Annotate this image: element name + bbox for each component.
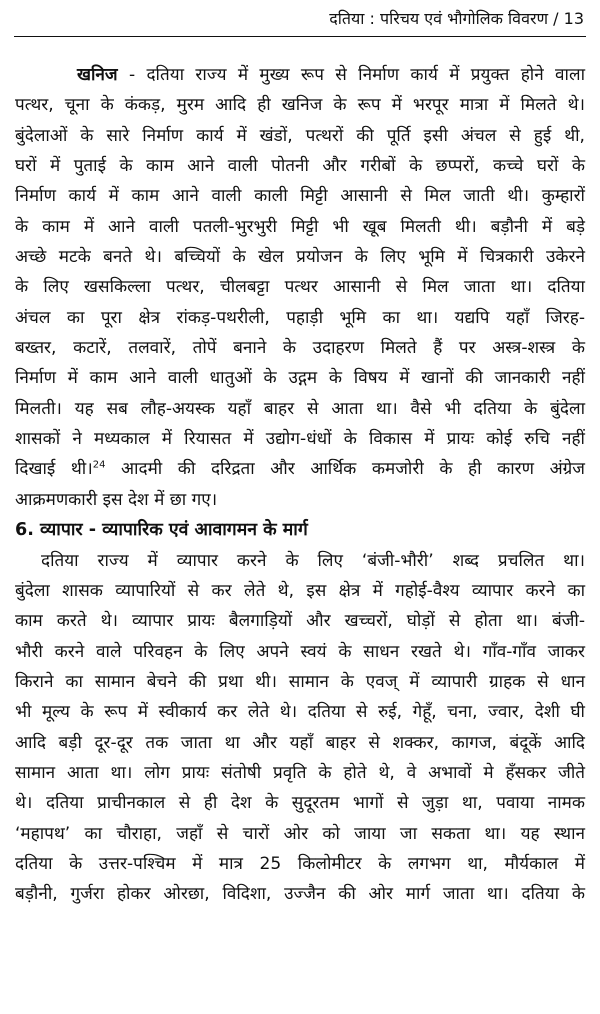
paragraph-line: शासकों ने मध्यकाल में रियासत में उद्योग-धंधों के विकास में प्रायः कोई रुचि नहीं [15, 429, 585, 450]
paragraph-line: आदि बड़ी दूर-दूर तक जाता था और यहाँ बाहर से शक्कर, कागज, बंदूकें आदि [15, 732, 585, 753]
paragraph-text: दिखाई थी। [15, 459, 93, 480]
footnote-reference: 24 [92, 459, 106, 471]
paragraph-line: भौरी करने वाले परिवहन के लिए अपने स्वयं के साधन रखते थे। गाँव-गाँव जाकर [15, 641, 585, 662]
paragraph-line: किराने का सामान बेचने की प्रथा थी। सामान के एवज् में व्यापारी ग्राहक से धान [15, 671, 585, 692]
header-rule [14, 36, 586, 37]
paragraph-line: के काम में आने वाली पतली-भुरभुरी मिट्टी भी खूब मिलती थी। बड़ौनी में बड़े [15, 216, 585, 237]
paragraph-text: - दतिया राज्य में मुख्य रूप से निर्माण कार्य में प्रयुक्त होने वाला [117, 65, 585, 85]
section-heading: 6. व्यापार - व्यापारिक एवं आवागमन के मार्ग [15, 520, 308, 541]
paragraph-line: घरों में पुताई के काम आने वाली पोतनी और गरीबों के छप्परों, कच्चे घरों के [15, 156, 585, 177]
paragraph-line: दतिया राज्य में व्यापार करने के लिए ‘बंजी-भौरी’ शब्द प्रचलित था। [41, 550, 585, 571]
paragraph-line: अंचल का पूरा क्षेत्र रांकड़-पथरीली, पहाड़ी भूमि का था। यद्यपि यहाँ जिरह- [15, 307, 585, 328]
paragraph-line: के लिए खसकिल्ला पत्थर, चीलबट्टा पत्थर आसानी से मिल जाता था। दतिया [15, 277, 585, 298]
paragraph-line [15, 60, 585, 90]
paragraph-line: काम करते थे। व्यापार प्रायः बैलगाड़ियों और खच्चरों, घोड़ों से होता था। बंजी- [15, 611, 585, 632]
paragraph-line: थे। दतिया प्राचीनकाल से ही देश के सुदूरतम भागों से जुड़ा था, पवाया नामक [15, 793, 585, 814]
paragraph-line: बड़ौनी, गुर्जरा होकर ओरछा, विदिशा, उज्जैन की ओर मार्ग जाता था। दतिया के [15, 884, 585, 905]
paragraph-line: भी मूल्य के रूप में स्वीकार्य कर लेते थे। दतिया से रुई, गेहूँ, चना, ज्वार, देशी घी [15, 702, 585, 723]
paragraph-line [15, 454, 585, 484]
paragraph-line: बुंदेलाओं के सारे निर्माण कार्य में खंडों, पत्थरों की पूर्ति इसी अंचल से हुई थी, [15, 125, 585, 146]
paragraph-line: निर्माण में काम आने वाली धातुओं के उद्गम के विषय में खानों की जानकारी नहीं [15, 368, 585, 389]
paragraph-line: ‘महापथ’ का चौराहा, जहाँ से चारों ओर को जाया जा सकता था। यह स्थान [15, 823, 585, 844]
paragraph-text: आदमी की दरिद्रता और आर्थिक कमजोरी के ही कारण अंग्रेज [105, 459, 585, 480]
paragraph-line: दतिया के उत्तर-पश्चिम में मात्र 25 किलोमीटर के लगभग था, मौर्यकाल में [15, 853, 585, 874]
paragraph-line: मिलती। यह सब लौह-अयस्क यहाँ बाहर से आता था। वैसे भी दतिया के बुंदेला [15, 398, 585, 419]
paragraph-line: आक्रमणकारी इस देश में छा गए। [15, 489, 218, 510]
paragraph-line: बुंदेला शासक व्यापारियों से कर लेते थे, इस क्षेत्र में गहोई-वैश्य व्यापार करने का [15, 580, 585, 601]
paragraph-line: अच्छे मटके बनते थे। बच्चियों के खेल प्रयोजन के लिए भूमि में चित्रकारी उकेरने [15, 247, 585, 268]
section-term: खनिज [77, 65, 118, 85]
paragraph-line: सामान आता था। लोग प्रायः संतोषी प्रवृति के होते थे, वे अभावों मे हँसकर जीते [15, 762, 585, 783]
paragraph-line: बख्तर, कटारें, तलवारें, तोपें बनाने के उदाहरण मिलते हैं पर अस्त्र-शस्त्र के [15, 338, 585, 359]
paragraph-line: पत्थर, चूना के कंकड़, मुरम आदि ही खनिज के रूप में भरपूर मात्रा में मिलते थे। [15, 95, 585, 116]
running-header: दतिया : परिचय एवं भौगोलिक विवरण / 13 [329, 9, 584, 28]
body-text [15, 60, 585, 910]
paragraph-line: निर्माण कार्य में काम आने वाली काली मिट्टी आसानी से मिल जाती थी। कुम्हारों [15, 186, 585, 207]
